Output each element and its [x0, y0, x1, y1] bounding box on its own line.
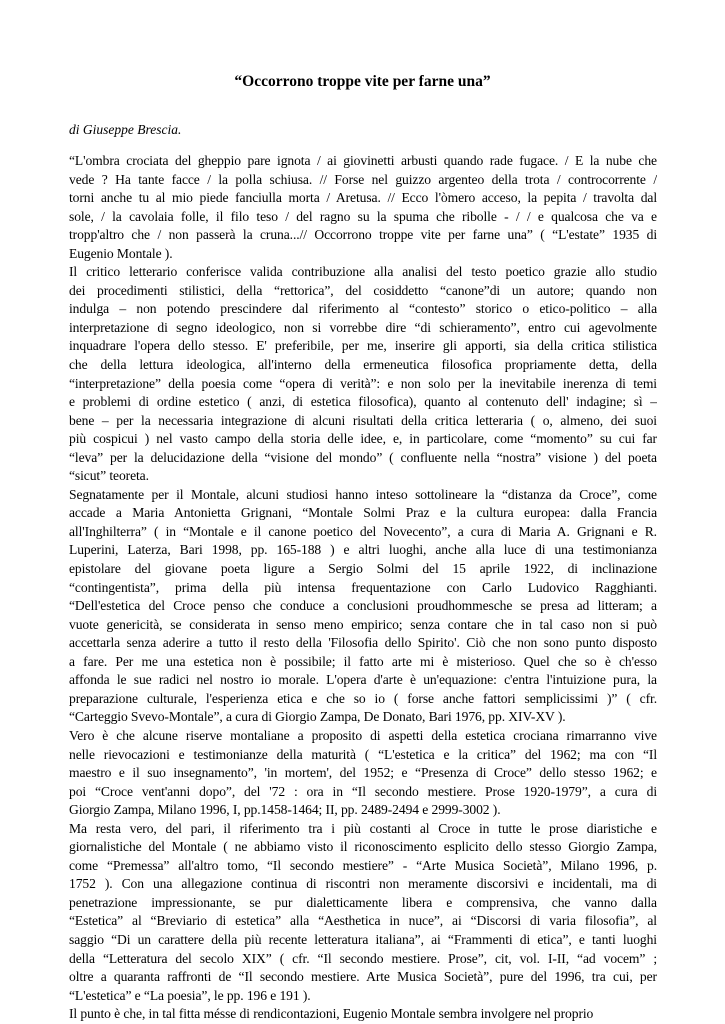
document-title: “Occorrono troppe vite per farne una” — [234, 73, 491, 90]
text-line: più cospicui ) nel vasto campo della storia delle idee, e, in particolare, come “momento” su cui far — [69, 431, 657, 447]
text-line: all'Inghilterra” ( in “Montale e il canone poetico del Novecento”, a cura di Maria A. Grignani e R. — [69, 523, 657, 539]
text-line: “L'ombra crociata del gheppio pare ignota / ai giovinetti arbusti quando rade fugace. / E la nube che — [69, 153, 657, 168]
text-line: vede ? Ha tante facce / la polla schiusa. // Forse nel guizzo argenteo della trota / controcorrente / — [69, 171, 657, 187]
text-line: sole, / la cavolaia folle, il filo teso / del ragno su la spuma che ribolle - / / e qualcosa che va e — [69, 208, 657, 224]
text-line: 1752 ). Con una allegazione continua di riscontri non meramente discorsivi e incidentali, ma di — [69, 876, 657, 892]
text-line: accettarla senza aderire a tutto il resto della 'Filosofia dello Spirito'. Ciò che non sono punto disposto — [69, 635, 657, 651]
text-line: “interpretazione” della poesia come “opera di verità”: e non solo per la inevitabile inerenza di temi — [69, 375, 657, 391]
document-body — [69, 152, 657, 1024]
text-line: indulga – non potendo prescindere dal riferimento al “contesto” storico o etico-politico – alla — [69, 301, 657, 317]
text-line: nelle rievocazioni e testimonianze della maturità ( “L'estetica e la critica” del 1962; ma con “Il — [69, 746, 657, 762]
body-paragraph — [69, 727, 657, 820]
text-line: preparazione culturale, l'esperienza etica e che so io ( forse anche fattori semplicissimi )” ( cfr. — [69, 690, 657, 706]
text-line: “sicut” teoreta. — [69, 468, 149, 484]
text-line: “L'estetica” e “La poesia”, le pp. 196 e 191 ). — [69, 987, 311, 1003]
text-line: Il critico letterario conferisce valida contribuzione alla analisi del testo poetico grazie allo studio — [69, 264, 657, 280]
text-line: poi “Croce vent'anni dopo”, del '72 : ora in “Il secondo mestiere. Prose 1920-1979”, a cura di — [69, 783, 657, 799]
text-line: Eugenio Montale ). — [69, 245, 173, 261]
text-line: e problemi di ordine estetico ( anzi, di estetica filosofica), quanto al contenuto dell' indagine; sì – — [69, 394, 657, 410]
text-line: dei procedimenti stilistici, della “rettorica”, del cosiddetto “canone”di un autore; quando non — [69, 282, 657, 298]
text-line: della “Letteratura del secolo XIX” ( cfr. “Il secondo mestiere. Prose”, cit, vol. I-II, “ad vocem” ; — [69, 950, 657, 966]
text-line: vuote genericità, se considerata in senso meno empirico; senza contare che in tal caso non si può — [69, 616, 657, 632]
body-paragraph — [69, 820, 657, 1005]
text-line: affonda le sue radici nel nostro io morale. L'opera d'arte è un'equazione: c'entra l'intuizione pura, la — [69, 672, 657, 688]
text-line: inquadrare l'opera dello stesso. E' preferibile, per me, inserire gli apporti, sia della critica stilistica — [69, 338, 657, 354]
text-line: Luperini, Laterza, Bari 1998, pp. 165-188 ) e altri luoghi, anche alla luce di una testimonianza — [69, 542, 657, 558]
author-byline: di Giuseppe Brescia. — [69, 122, 182, 137]
text-line: maestro e il suo insegnamento”, 'in mortem', del 1952; e “Presenza di Croce” dello stesso 1962; e — [69, 765, 657, 781]
text-line: Il punto è che, in tal fitta mésse di rendicontazioni, Eugenio Montale sembra involgere nel proprio — [69, 1006, 594, 1022]
text-line: Vero è che alcune riserve montaliane a proposito di aspetti della estetica crociana rimarranno vive — [69, 727, 657, 743]
body-paragraph — [69, 486, 657, 727]
body-paragraph — [69, 263, 657, 486]
body-paragraph — [69, 152, 657, 263]
text-line: “Carteggio Svevo-Montale”, a cura di Giorgio Zampa, De Donato, Bari 1976, pp. XIV-XV ). — [69, 709, 566, 725]
text-line: “Dell'estetica del Croce penso che conduce a conclusioni proudhommesche se presa ad litteram; a — [69, 598, 657, 614]
text-line: tropp'altro che / non passerà la cruna...// Occorrono troppe vite per farne una” ( “L'estate” 1935 di — [69, 227, 657, 243]
text-line: saggio “Di un carattere della più recente letteratura italiana”, ai “Frammenti di etica”, e tanti luoghi — [69, 931, 657, 947]
text-line: che della lettura ideologica, all'interno della ermeneutica filosofica propriamente detta, della — [69, 357, 657, 373]
text-line: bene – per la necessaria integrazione di alcuni risultati della critica letteraria ( o, almeno, dei suoi — [69, 412, 657, 428]
text-line: Giorgio Zampa, Milano 1996, I, pp.1458-1464; II, pp. 2489-2494 e 2999-3002 ). — [69, 802, 501, 818]
text-line: penetrazione impressionante, se pur dialetticamente libera e comprensiva, che vanno dalla — [69, 894, 657, 910]
text-line: “leva” per la delucidazione della “visione del mondo” ( confluente nella “nostra” visione ) del poeta — [69, 449, 657, 465]
text-line: “Estetica” al “Breviario di estetica” alla “Aesthetica in nuce”, ai “Discorsi di varia filosofia”, al — [69, 913, 657, 929]
text-line: come “Premessa” all'altro tomo, “Il secondo mestiere” - “Arte Musica Società”, Milano 1996, p. — [69, 857, 657, 873]
text-line: interpretazione di segno ideologico, non si vorrebbe dire “di schieramento”, entro cui agevolmente — [69, 319, 657, 335]
text-line: accade a Maria Antonietta Grignani, “Montale Solmi Praz e la cultura europea: dalla Francia — [69, 505, 657, 521]
text-line: Ma resta vero, del pari, il riferimento tra i più costanti al Croce in tutte le prose diaristiche e — [69, 820, 657, 836]
text-line: oltre a quaranta raffronti de “Il secondo mestiere. Arte Musica Società”, pure del 1996, tra cui, per — [69, 969, 657, 985]
text-line: epistolare del giovane poeta ligure a Sergio Solmi del 15 aprile 1922, di inclinazione — [69, 561, 657, 577]
text-line: a fare. Per me una estetica non è possibile; il fatto arte mi è misterioso. Quel che so è ch'esso — [69, 653, 657, 669]
text-line: “contingentista”, prima della più intensa frequentazione con Carlo Ludovico Ragghianti. — [69, 579, 657, 595]
text-line: Segnatamente per il Montale, alcuni studiosi hanno inteso sottolineare la “distanza da Croce”, come — [69, 486, 657, 502]
text-line: giornalistiche del Montale ( ne abbiamo visto il riconoscimento esplicito dello stesso Giorgio Zampa, — [69, 839, 657, 855]
text-line: torni anche tu al mio piede fanciulla morta / Aretusa. // Ecco l'òmero acceso, la pepita / travolta dal — [69, 190, 657, 206]
body-paragraph — [69, 1005, 657, 1024]
